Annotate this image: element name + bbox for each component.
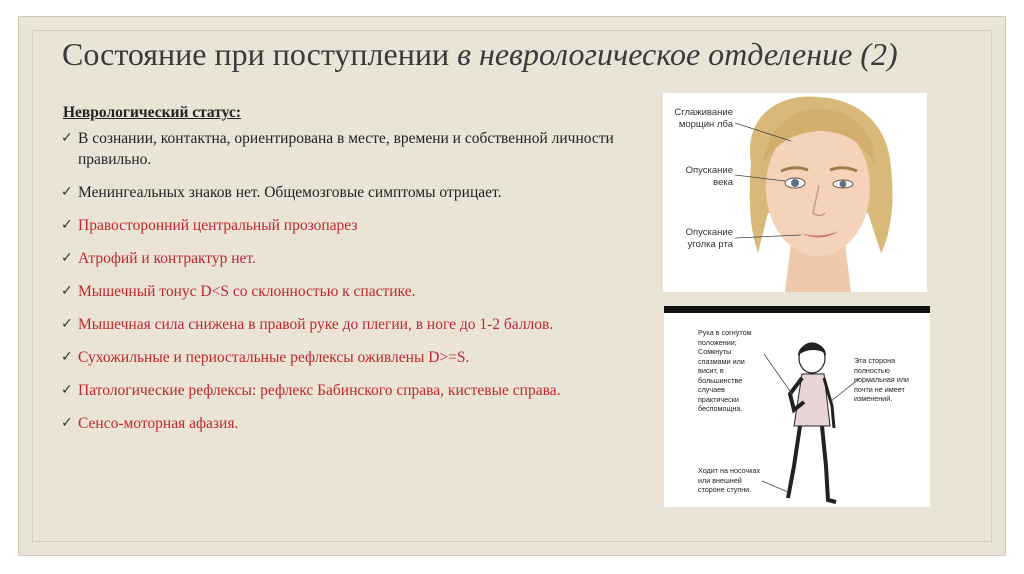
checkmark-icon: ✓	[61, 415, 73, 431]
face-label-mouth: Опускание уголка рта	[685, 227, 733, 250]
face-palsy-illustration	[663, 93, 927, 292]
checkmark-icon: ✓	[61, 130, 73, 146]
body-label-arm: Рука в согнутом положении; Сомкнуты спазмами или висит, в большинстве случаев практически беспомощна.	[698, 328, 752, 413]
neuro-status-heading: Неврологический статус:	[63, 104, 242, 121]
status-item-text: Сухожильные и периостальные рефлексы оживлены D>=S.	[78, 349, 470, 366]
status-item-muscle-strength	[56, 314, 616, 335]
status-item-text: Атрофий и контрактур нет.	[78, 250, 256, 267]
status-item-muscle-tone	[56, 281, 616, 302]
checkmark-icon: ✓	[61, 283, 73, 299]
status-item-prosoparesis	[56, 215, 616, 236]
status-item-text: В сознании, контактна, ориентирована в месте, времени и собственной личности правильно.	[78, 130, 614, 168]
face-label-forehead: Сглаживание морщин лба	[674, 107, 733, 130]
checkmark-icon: ✓	[61, 349, 73, 365]
slide-title	[62, 36, 982, 73]
status-item-text: Мышечный тонус D<S со склонностью к спастике.	[78, 283, 416, 300]
checkmark-icon: ✓	[61, 217, 73, 233]
status-item-text: Патологические рефлексы: рефлекс Бабинского справа, кистевые справа.	[78, 382, 561, 399]
checkmark-icon: ✓	[61, 184, 73, 200]
title-normal: Состояние при поступлении	[62, 36, 450, 72]
status-item-text: Менингеальных знаков нет. Общемозговые симптомы отрицает.	[78, 184, 502, 201]
status-item-meningeal	[56, 182, 616, 203]
checkmark-icon: ✓	[61, 316, 73, 332]
status-item-atrophy	[56, 248, 616, 269]
status-item-aphasia	[56, 413, 616, 434]
face-label-eyelid: Опускание века	[685, 165, 733, 188]
checkmark-icon: ✓	[61, 382, 73, 398]
checkmark-icon: ✓	[61, 250, 73, 266]
status-item-text: Мышечная сила снижена в правой руке до плегии, в ноге до 1-2 баллов.	[78, 316, 554, 333]
status-item-pathological-reflexes	[56, 380, 616, 401]
title-italic: в неврологическое отделение (2)	[457, 36, 898, 72]
status-item-text: Правосторонний центральный прозопарез	[78, 217, 358, 234]
body-label-normal-side: Эта сторона полностью нормальная или почти не имеет изменений.	[854, 356, 909, 403]
status-item-reflexes	[56, 347, 616, 368]
status-item-consciousness	[56, 128, 616, 170]
status-item-text: Сенсо-моторная афазия.	[78, 415, 239, 432]
status-list	[56, 128, 616, 446]
hemiplegia-illustration	[664, 306, 930, 507]
body-label-walk: Ходит на носочках или внешней стороне ступни.	[698, 466, 761, 494]
